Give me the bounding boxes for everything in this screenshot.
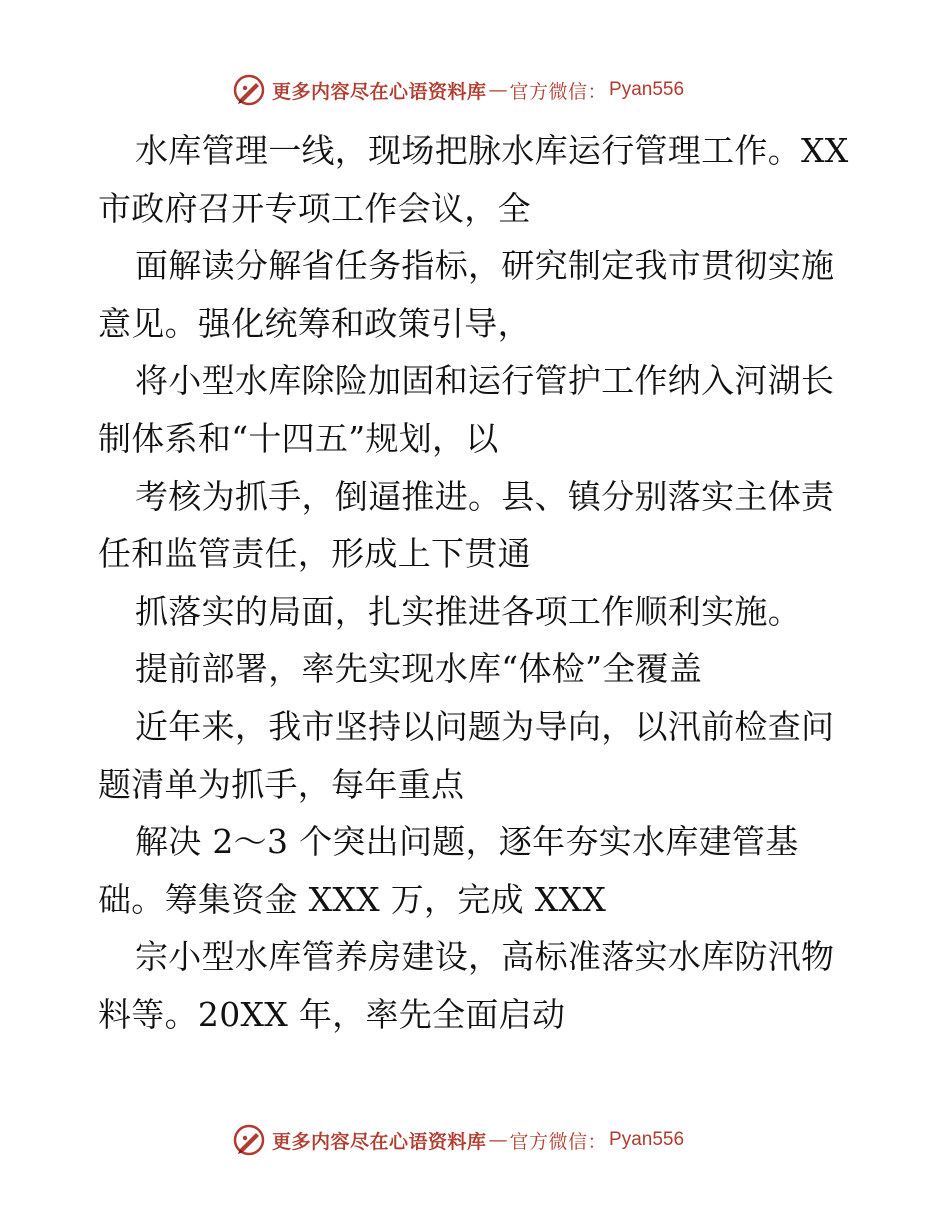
body-line: 意见。强化统筹和政策引导， (98, 303, 531, 343)
body-line: 抓落实的局面，扎实推进各项工作顺利实施。 (135, 591, 801, 631)
body-line: 制体系和“十四五”规划，以 (98, 418, 499, 458)
pen-logo-icon (232, 1123, 266, 1157)
body-line: 任和监管责任，形成上下贯通 (98, 534, 531, 574)
body-line: 市政府召开专项工作会议，全 (98, 188, 531, 228)
body-line: 考核为抓手，倒逼推进。县、镇分别落实主体责 (135, 476, 835, 516)
body-line: 解决 2～3 个突出问题，逐年夯实水库建管基 (135, 822, 799, 862)
pen-logo-icon (232, 73, 266, 107)
body-line: 宗小型水库管养房建设，高标准落实水库防汛物 (135, 937, 835, 977)
header-brand-text: 更多内容尽在心语资料库 (272, 80, 487, 103)
header-wechat-label: 官方微信： (509, 80, 608, 103)
footer-banner (232, 1122, 752, 1158)
header-banner (232, 72, 752, 108)
header-wechat-id: Pyan556 (609, 79, 685, 100)
body-line: 础。筹集资金 XXX 万，完成 XXX (98, 879, 607, 919)
section-heading: 提前部署，率先实现水库“体检”全覆盖 (135, 649, 703, 689)
body-line: 水库管理一线，现场把脉水库运行管理工作。XX (135, 131, 849, 170)
body-line: 近年来，我市坚持以问题为导向，以汛前检查问 (135, 706, 835, 746)
header-separator: — (488, 79, 508, 101)
body-line: 料等。20XX 年，率先全面启动 (98, 994, 566, 1034)
body-line: 面解读分解省任务指标，研究制定我市贯彻实施 (135, 246, 835, 286)
footer-wechat-id: Pyan556 (609, 1129, 685, 1150)
footer-wechat-label: 官方微信： (509, 1130, 608, 1153)
body-line: 将小型水库除险加固和运行管护工作纳入河湖长 (135, 361, 835, 401)
footer-separator: — (488, 1129, 508, 1151)
footer-brand-text: 更多内容尽在心语资料库 (272, 1130, 487, 1153)
document-body (98, 122, 858, 1044)
body-line: 题清单为抓手，每年重点 (98, 764, 465, 804)
